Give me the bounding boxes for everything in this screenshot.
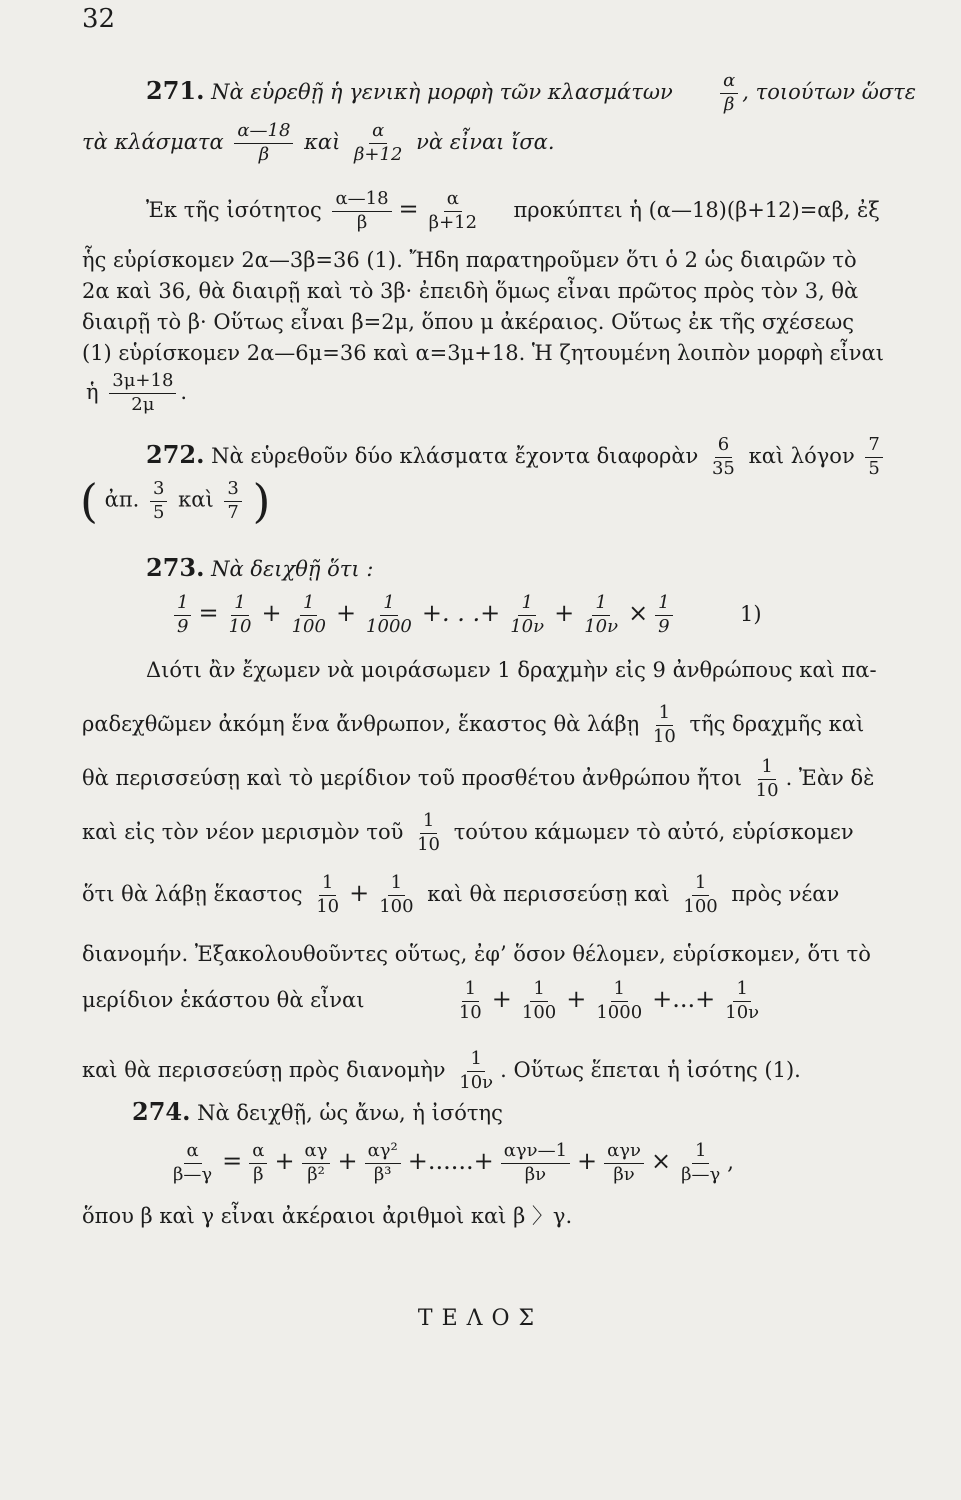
end-title: ΤΕΛΟΣ — [417, 1306, 544, 1331]
p273-equation: $\frac{1}{9}$ = $\frac{1}{10}$ + $\frac{1}{100}$ + $\frac{1}{1000}$ +. . .+ $\frac{1}{10\nu}$ + $\frac{1}{10\nu}$ × $\frac{1}{9}$ 1) — [170, 594, 762, 637]
fraction-eq-right: $\frac{\alpha}{\beta+12}$ — [428, 188, 478, 233]
p273-line-5: ὅτι θὰ λάβῃ ἕκαστος $\frac{1}{10}$ + $\frac{1}{100}$ καὶ θὰ περισσεύσῃ καὶ $\frac{1}{100}$ πρὸς νέαν — [82, 872, 840, 917]
problem-number-272: 272. — [146, 439, 205, 469]
page-number: 32 — [82, 4, 116, 34]
p271-line-4: ἧς εὑρίσκομεν 2α—3β=36 (1). Ἤδη παρατηροῦμεν ὅτι ὁ 2 ὡς διαιρῶν τὸ — [82, 248, 857, 272]
p271-line-7: (1) εὑρίσκομεν 2α—6μ=36 καὶ α=3μ+18. Ἡ ζητουμένη λοιπὸν μορφὴ εἶναι — [82, 341, 884, 365]
fraction-a-over-b12: $\frac{\alpha}{\beta+12}$ — [354, 120, 403, 165]
p271-statement: Νὰ εὑρεθῇ ἡ γενικὴ μορφὴ τῶν κλασμάτων — [211, 79, 673, 104]
p273-line-1: Διότι ἂν ἔχωμεν νὰ μοιράσωμεν 1 δραχμὴν εἰς 9 ἀνθρώπους καὶ πα- — [146, 658, 877, 682]
p272-line-1: 272. Νὰ εὑρεθοῦν δύο κλάσματα ἔχοντα διαφορὰν $\frac{6}{35}$ καὶ λόγον $\frac{7}{5}$ — [146, 436, 887, 479]
fraction-7-5: $\frac{7}{5}$ — [865, 436, 882, 479]
problem-number-274: 274. — [132, 1097, 191, 1126]
p274-line-2: ὅπου β καὶ γ εἶναι ἀκέραιοι ἀριθμοὶ καὶ β 〉γ. — [82, 1204, 573, 1228]
p273-line-6: διανομήν. Ἐξακολουθοῦντες οὕτως, ἐφ’ ὅσον θέλομεν, εὑρίσκομεν, ὅτι τὸ — [82, 942, 871, 966]
p273-line-8: καὶ θὰ περισσεύσῃ πρὸς διανομὴν $\frac{1}{10\nu}$ . Οὕτως ἕπεται ἡ ἰσότης (1). — [82, 1048, 801, 1093]
p273-title: 273. Νὰ δειχθῇ ὅτι : — [146, 553, 374, 582]
p274-line-1: 274. Νὰ δειχθῇ, ὡς ἄνω, ἡ ἰσότης — [132, 1097, 503, 1126]
p274-equation: $\frac{\alpha}{\beta—\gamma}$ = $\frac{\alpha}{\beta}$ + $\frac{\alpha\gamma}{\text{β²}}$ + $\frac{\text{αγ²}}{\text{β³}}$ +......+ $\frac{\text{αγν—1}}{\beta\nu}$ + $\frac{\text{αγν}}{\beta\nu}$ × $\frac{1}{\beta—\gamma}$ , — [173, 1140, 734, 1185]
p271-line-5: 2α καὶ 36, θὰ διαιρῇ καὶ τὸ 3β· ἐπειδὴ ὅμως εἶναι πρῶτος πρὸς τὸν 3, θὰ — [82, 279, 859, 303]
p273-line-2: ραδεχθῶμεν ἀκόμη ἕνα ἄνθρωπον, ἕκαστος θὰ λάβῃ $\frac{1}{10}$ τῆς δραχμῆς καὶ — [82, 702, 865, 747]
p273-line-7: μερίδιον ἑκάστου θὰ εἶναι $\frac{1}{10}$ + $\frac{1}{100}$ + $\frac{1}{1000}$ +...+ $\frac{1}{10\nu}$ — [82, 978, 760, 1023]
p271-line-8: ἡ $\frac{3\mu+18}{2\mu}$ . — [86, 370, 188, 415]
fraction-6-35: $\frac{6}{35}$ — [711, 434, 735, 479]
problem-number-273: 273. — [146, 553, 205, 582]
fraction-result: $\frac{3\mu+18}{2\mu}$ — [109, 372, 176, 415]
problem-number-271: 271. — [146, 75, 205, 105]
p273-line-3: θὰ περισσεύσῃ καὶ τὸ μερίδιον τοῦ προσθέτου ἀνθρώπου ἤτοι $\frac{1}{10}$ . Ἐὰν δὲ — [82, 756, 875, 801]
p272-answer: ( ἀπ. $\frac{3}{5}$ καὶ $\frac{3}{7}$ ) — [80, 474, 271, 528]
fraction-eq-left: $\frac{\alpha—18}{\beta}$ — [332, 190, 391, 233]
p271-line-1: 271. Νὰ εὑρεθῇ ἡ γενικὴ μορφὴ τῶν κλασμάτων $\frac{\alpha}{\beta}$ , τοιούτων ὥστε — [146, 70, 917, 115]
fraction-3-7: $\frac{3}{7}$ — [224, 480, 241, 523]
p273-line-4: καὶ εἰς τὸν νέον μερισμὸν τοῦ $\frac{1}{10}$ τούτου κάμωμεν τὸ αὐτό, εὑρίσκομεν — [82, 810, 854, 855]
p271-line-3: Ἐκ τῆς ἰσότητος $\frac{\alpha—18}{\beta}$ = $\frac{\alpha}{\beta+12}$ προκύπτει ἡ (α—18)(β+12)=αβ, ἐξ — [146, 188, 880, 233]
fraction-3-5: $\frac{3}{5}$ — [150, 480, 167, 523]
fraction-a-over-b: $\frac{\alpha}{\beta}$ — [720, 72, 738, 115]
p271-line-2: τὰ κλάσματα $\frac{\alpha—18}{\beta}$ καὶ $\frac{\alpha}{\beta+12}$ νὰ εἶναι ἴσα. — [82, 120, 555, 165]
equation-label: 1) — [740, 601, 762, 626]
fraction-a18-over-b: $\frac{\alpha—18}{\beta}$ — [234, 122, 293, 165]
p271-line-6: διαιρῇ τὸ β· Οὕτως εἶναι β=2μ, ὅπου μ ἀκέραιος. Οὕτως ἐκ τῆς σχέσεως — [82, 310, 855, 334]
